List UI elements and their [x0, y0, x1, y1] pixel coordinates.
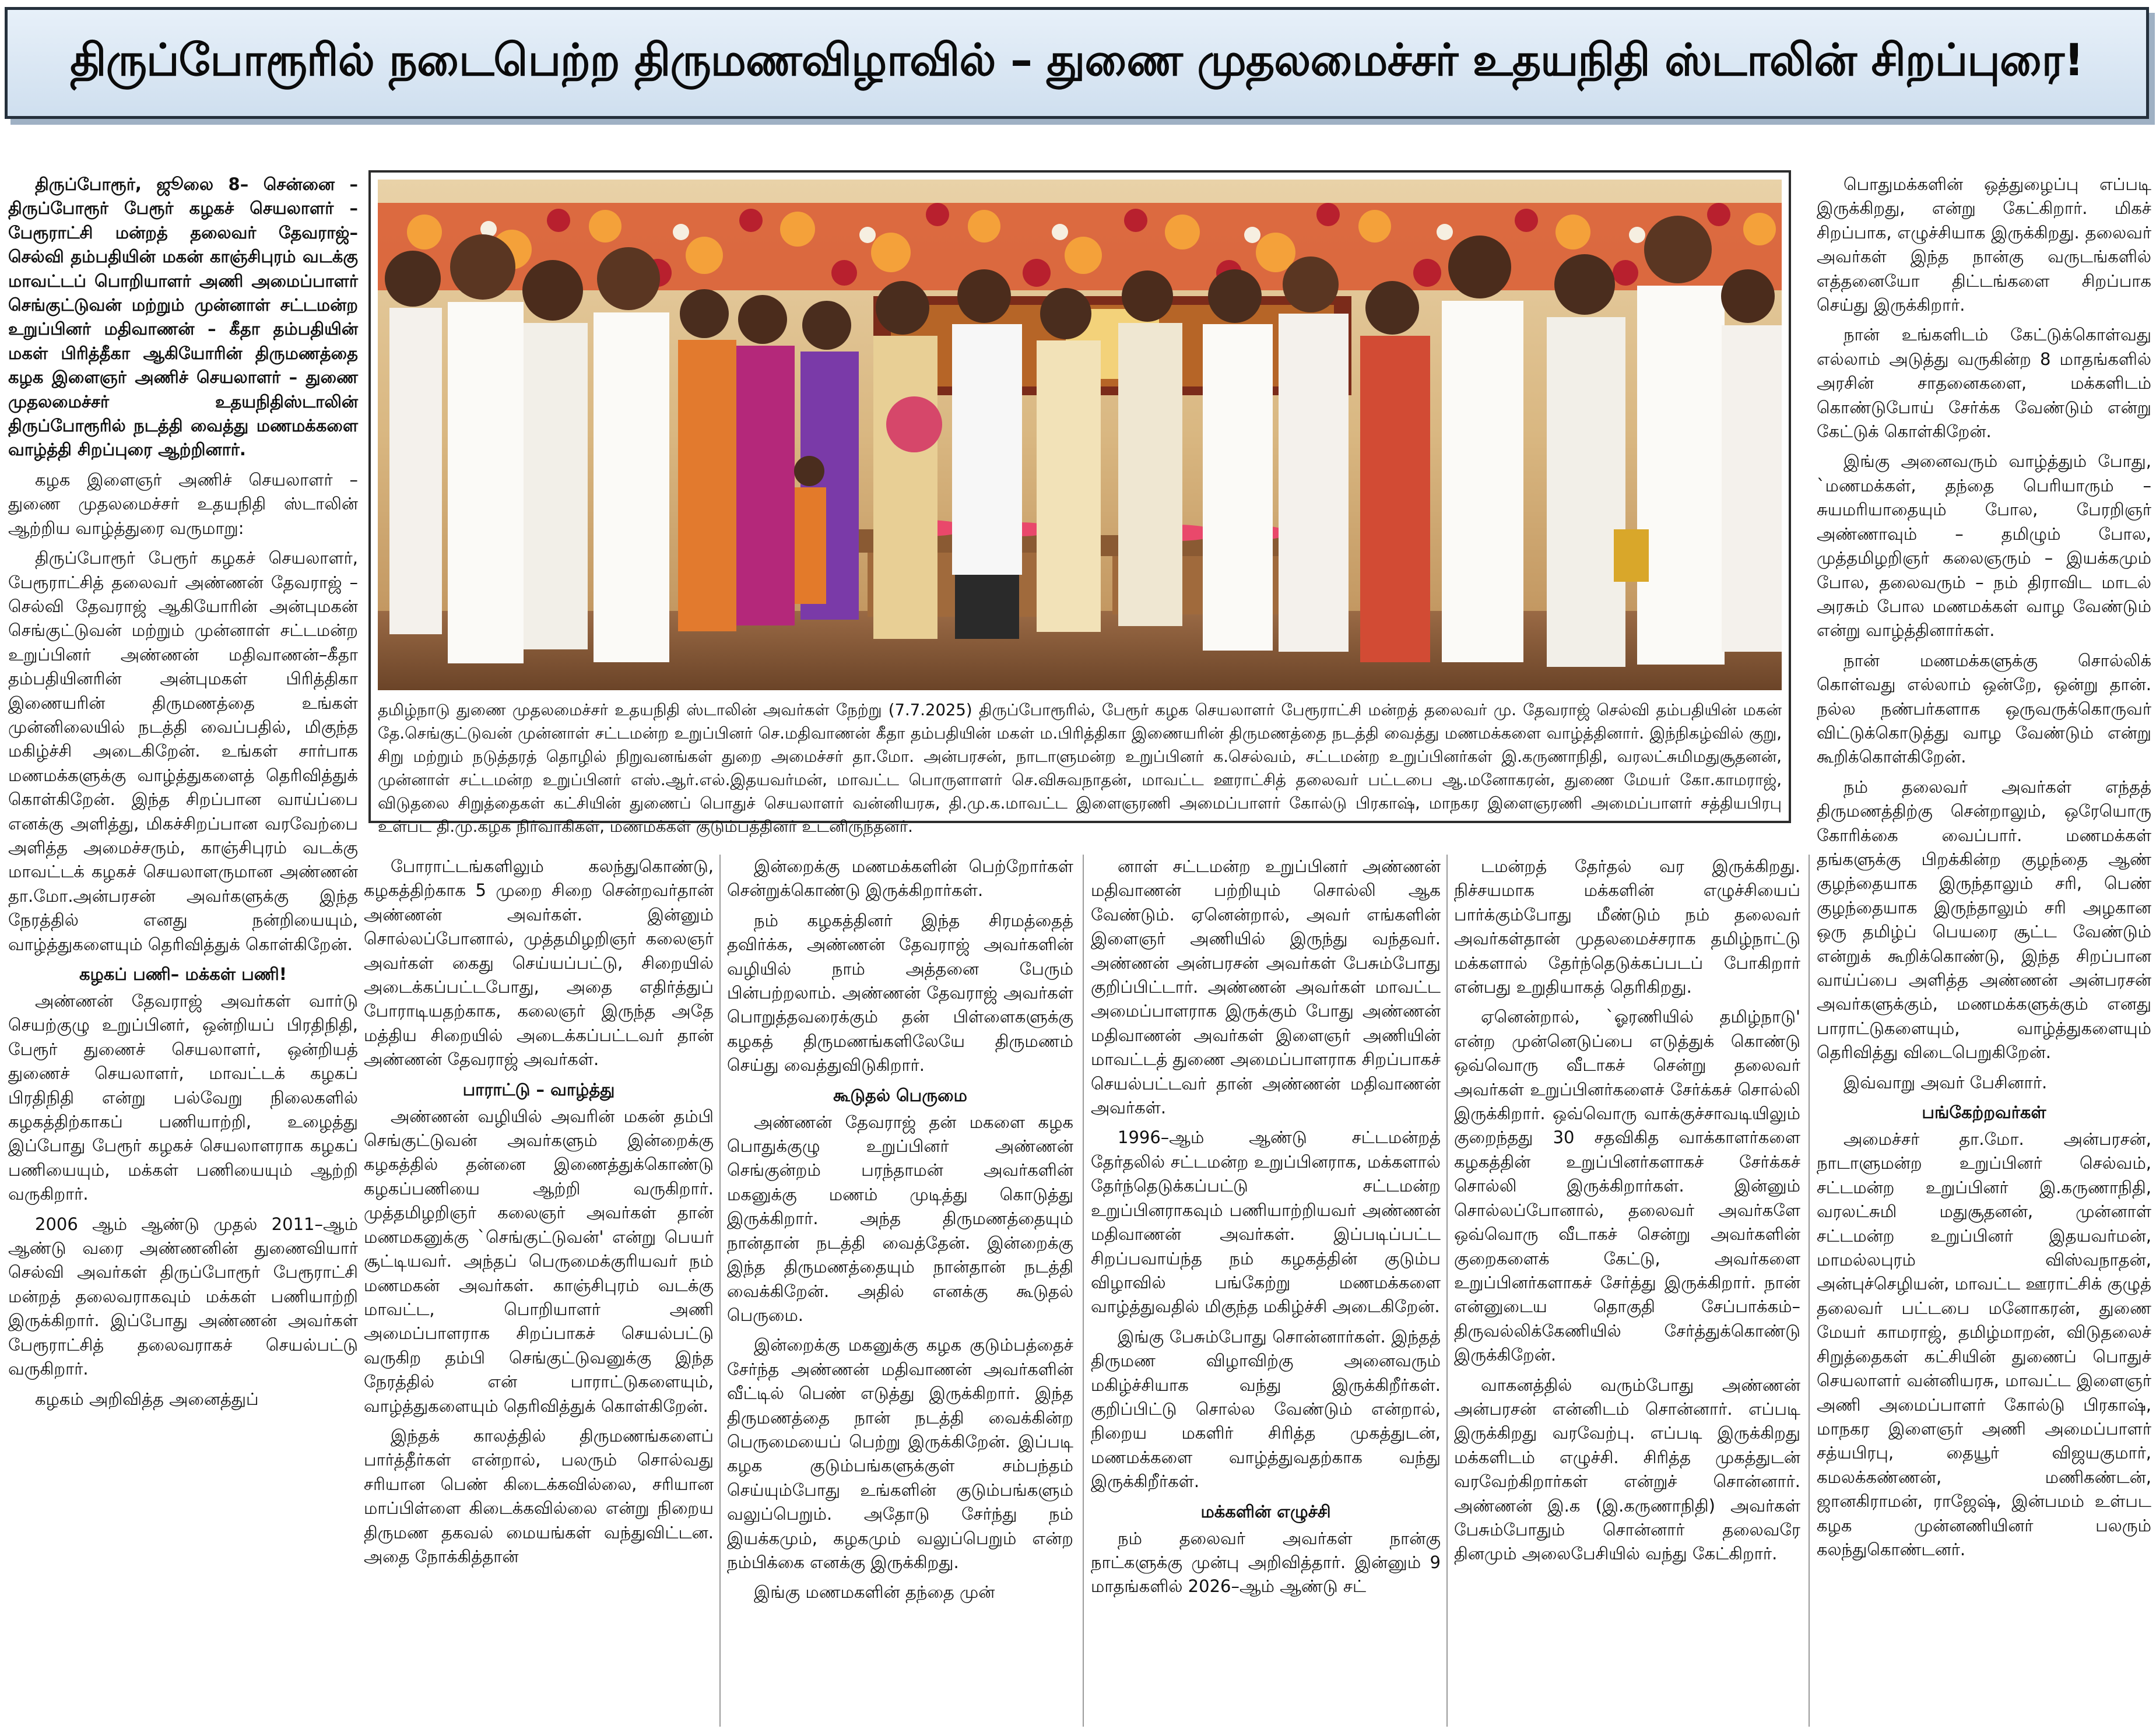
paragraph: நான் உங்களிடம் கேட்டுக்கொள்வது எல்லாம் அடுத்து வருகின்ற 8 மாதங்களில் அரசின் சாதனைகளை, மக்களிடம் கொண்டுபோய் சேர்க்க வேண்டும் என்று கேட்டுக் கொள்கிறேன்.: [1817, 325, 2151, 442]
subheading: மக்களின் எழுச்சி: [1200, 1501, 1331, 1521]
photo-caption: தமிழ்நாடு துணை முதலமைச்சர் உதயநிதி ஸ்டாலின் அவர்கள் நேற்று (7.7.2025) திருப்போரூரில், பேரூர் கழக செயலாளர் பேரூராட்சி மன்றத் தலைவர் மு. தேவராஜ் செல்வி தம்பதியின் மகன் தே.செங்குட்டுவன் முன்னாள் சட்டமன்ற உறுப்பினர் செ.மதிவாணன் கீதா தம்பதியின் மகள் ம.பிரித்திகா இணையரின் திருமணத்தை நடத்தி வைத்து மணமக்களை வாழ்த்தினார். இந்நிகழ்வில் குறு, சிறு மற்றும் நடுத்தரத் தொழில் நிறுவனங்கள் துறை அமைச்சர் தா.மோ. அன்பரசன், நாடாளுமன்ற உறுப்பினர் க.செல்வம், சட்டமன்ற உறுப்பினர்கள் இ.கருணாநிதி, வரலட்சுமிமதுசூதனன், முன்னாள் சட்டமன்ற உறுப்பினர் எஸ்.ஆர்.எல்.இதயவர்மன், மாவட்ட பொருளாளர் செ.விசுவநாதன், மாவட்ட ஊராட்சித் தலைவர் பட்டபை ஆ.மனோகரன், துணை மேயர் கோ.காமராஜ், விடுதலை சிறுத்தைகள் கட்சியின் துணைப் பொதுச் செயலாளர் வன்னியரசு, தி.மு.க.மாவட்ட இளைஞரணி அமைப்பாளர் கோல்டு பிரகாஷ், மாநகர இளைஞரணி அமைப்பாளர் சத்தியபிரபு உள்பட தி.மு.கழக நிர்வாகிகள், மணமக்கள் குடும்பத்தினர் உடனிருந்தனர்.: [378, 701, 1782, 836]
subheading: பாராட்டு – வாழ்த்து: [462, 1079, 615, 1099]
article-column-6: [1817, 173, 2151, 1723]
paragraph: வாகனத்தில் வரும்போது அண்ணன் அன்பரசன் என்னிடம் சொன்னார். எப்படி இருக்கிறது வரவேற்பு. எப்படி இருக்கிறது மக்களிடம் எழுச்சி. சிரித்த முகத்துடன் வரவேற்கிறார்கள் என்றுச் சொன்னார். அண்ணன் இ.க (இ.கருணாநிதி) அவர்கள் பேசும்போதும் சொன்னார் தலைவரே தினமும் அலைபேசியில் வந்து கேட்கிறார்.: [1454, 1375, 1800, 1564]
paragraph: இந்தக் காலத்தில் திருமணங்களைப் பார்த்தீர்கள் என்றால், பலரும் சொல்வது சரியான பெண் கிடைக்கவில்லை, சரியான மாப்பிள்ளை கிடைக்கவில்லை என்று நிறைய திருமண தகவல் மையங்கள் வந்துவிட்டன. அதை நோக்கித்தான்: [364, 1425, 714, 1566]
paragraph: நான் மணமக்களுக்கு சொல்லிக் கொள்வது எல்லாம் ஒன்றே, ஒன்று தான். நல்ல நண்பர்களாக ஒருவருக்கொருவர் விட்டுக்கொடுத்து வாழ வேண்டும் என்று கூறிக்கொள்கிறேன்.: [1817, 650, 2151, 767]
article-column-1: [8, 173, 358, 1723]
paragraph: அண்ணன் வழியில் அவரின் மகன் தம்பி செங்குட்டுவன் அவர்களும் இன்றைக்கு கழகத்தில் தன்னை இணைத்துக்கொண்டு கழகப்பணியை ஆற்றி வருகிறார். முத்தமிழறிஞர் கலைஞர் அவர்கள் தான் மணமகனுக்கு `செங்குட்டுவன்' என்று பெயர் சூட்டியவர். அந்தப் பெருமைக்குரியவர் நம் மணமகன் அவர்கள். காஞ்சிபுரம் வடக்கு மாவட்ட, பொறியாளர் அணி அமைப்பாளராக சிறப்பாகச் செயல்பட்டு வருகிற தம்பி செங்குட்டுவனுக்கு இந்த நேரத்தில் என் பாராட்டுகளையும், வாழ்த்துகளையும் தெரிவித்துக் கொள்கிறேன்.: [364, 1106, 714, 1416]
paragraph: டமன்றத் தேர்தல் வர இருக்கிறது. நிச்சயமாக மக்களின் எழுச்சியைப் பார்க்கும்போது மீண்டும் நம் தலைவர் அவர்கள்தான் முதலமைச்சராக தமிழ்நாட்டு மக்களால் தேர்ந்தெடுக்கப்படப் போகிறார் என்பது உறுதியாகத் தெரிகிறது.: [1454, 856, 1800, 997]
subheading: பங்கேற்றவர்கள்: [1922, 1102, 2046, 1123]
paragraph: னாள் சட்டமன்ற உறுப்பினர் அண்ணன் மதிவாணன் பற்றியும் சொல்லி ஆக வேண்டும். ஏனென்றால், அவர் எங்களின் இளைஞர் அணியில் இருந்து வந்தவர். அண்ணன் அன்பரசன் அவர்கள் பேசும்போது குறிப்பிட்டார். அண்ணன் அவர்கள் மாவட்ட அமைப்பாளராக இருக்கும் போது அண்ணன் மதிவாணன் அவர்கள் இளைஞர் அணியின் மாவட்டத் துணை அமைப்பாளராக சிறப்பாகச் செயல்பட்டவர் தான் அண்ணன் மதிவாணன் அவர்கள்.: [1091, 856, 1441, 1118]
paragraph: பொதுமக்களின் ஒத்துழைப்பு எப்படி இருக்கிறது, என்று கேட்கிறார். மிகச் சிறப்பாக, எழுச்சியாக இருக்கிறது. தலைவர் அவர்கள் இந்த நான்கு வருடங்களில் எத்தனையோ திட்டங்களை சிறப்பாக செய்து இருக்கிறார்.: [1817, 174, 2151, 315]
paragraph: இன்றைக்கு மகனுக்கு கழக குடும்பத்தைச் சேர்ந்த அண்ணன் மதிவாணன் அவர்களின் வீட்டில் பெண் எடுத்து இருக்கிறார். இந்த திருமணத்தை நான் நடத்தி வைக்கின்ற பெருமையைப் பெற்று இருக்கிறேன். இப்படி கழக குடும்பங்களுக்குள் சம்பந்தம் செய்யும்போது உங்களின் குடும்பங்களும் வலுப்பெறும். அதோடு சேர்ந்து நம் இயக்கமும், கழகமும் வலுப்பெறும் என்ற நம்பிக்கை எனக்கு இருக்கிறது.: [727, 1335, 1073, 1572]
paragraph: கழகம் அறிவித்த அனைத்துப்: [35, 1389, 259, 1409]
article-column-4: [1091, 855, 1441, 1727]
paragraph: இங்கு பேசும்போது சொன்னார்கள். இந்தத் திருமண விழாவிற்கு அனைவரும் மகிழ்ச்சியாக வந்து இருக்கிறீர்கள். குறிப்பிட்டு சொல்ல வேண்டும் என்றால், நிறைய மகளிர் சிரித்த முகத்துடன், மணமக்களை வாழ்த்துவதற்காக வந்து இருக்கிறீர்கள்.: [1091, 1326, 1441, 1492]
article-column-3: [727, 855, 1073, 1727]
headline: திருப்போரூரில் நடைபெற்ற திருமணவிழாவில் – துணை முதலமைச்சர் உதயநிதி ஸ்டாலின் சிறப்புரை!: [70, 34, 2084, 86]
paragraph: அண்ணன் தேவராஜ் தன் மகளை கழக பொதுக்குழு உறுப்பினர் அண்ணன் செங்குன்றம் பரந்தாமன் அவர்களின் மகனுக்கு மணம் முடித்து கொடுத்து இருக்கிறார். அந்த திருமணத்தையும் நான்தான் நடத்தி வைத்தேன். இன்றைக்கு இந்த திருமணத்தையும் நான்தான் நடத்தி வைக்கிறேன். அதில் எனக்கு கூடுதல் பெருமை.: [727, 1112, 1073, 1325]
paragraph: இங்கு மணமகளின் தந்தை முன்: [754, 1582, 995, 1603]
paragraph: இன்றைக்கு மணமக்களின் பெற்றோர்கள் சென்றுக்கொண்டு இருக்கிறார்கள்.: [727, 856, 1073, 901]
headline-banner: [5, 7, 2149, 119]
article-column-5: [1454, 855, 1800, 1727]
paragraph: அண்ணன் தேவராஜ் அவர்கள் வார்டு செயற்குழு உறுப்பினர், ஒன்றியப் பிரதிநிதி, பேரூர் துணைச் செயலாளர், ஒன்றியத் துணைச் செயலாளர், மாவட்டக் கழகப் பிரதிநிதி என்று பல்வேறு நிலைகளில் கழகத்திற்காகப் பணியாற்றி, உழைத்து இப்போது பேரூர் கழகச் செயலாளராக கழகப் பணியையும், மக்கள் பணியையும் ஆற்றி வருகிறார்.: [8, 991, 358, 1204]
paragraph: 2006 ஆம் ஆண்டு முதல் 2011–ஆம் ஆண்டு வரை அண்ணனின் துணைவியார் செல்வி அவர்கள் திருப்போரூர் பேரூராட்சி மன்றத் தலைவராகவும் மக்கள் பணியாற்றி இருக்கிறார். இப்போது அண்ணன் அவர்கள் பேரூராட்சித் தலைவராகச் செயல்பட்டு வருகிறார்.: [8, 1214, 358, 1379]
paragraph: ஏனென்றால், `ஓரணியில் தமிழ்நாடு' என்ற முன்னெடுப்பை எடுத்துக் கொண்டு ஒவ்வொரு வீடாகச் சென்று தலைவர் அவர்கள் உறுப்பினர்களைச் சேர்க்கச் சொல்லி இருக்கிறார். ஒவ்வொரு வாக்குச்சாவடியிலும் குறைந்தது 30 சதவிகித வாக்காளர்களை கழகத்தின் உறுப்பினர்களாகச் சேர்க்கச் சொல்லி இருக்கிறார்கள். இன்னும் சொல்லப்போனால், தலைவர் அவர்களே ஒவ்வொரு வீடாகச் சென்று அவர்களின் குறைகளைக் கேட்டு, அவர்களை உறுப்பினர்களாகச் சேர்த்து இருக்கிறார். நான் என்னுடைய தொகுதி சேப்பாக்கம்–திருவல்லிக்கேணியில் சேர்த்துக்கொண்டு இருக்கிறேன்.: [1454, 1007, 1800, 1365]
paragraph: போராட்டங்களிலும் கலந்துகொண்டு, கழகத்திற்காக 5 முறை சிறை சென்றவர்தான் அண்ணன் அவர்கள். இன்னும் சொல்லப்போனால், முத்தமிழறிஞர் கலைஞர் அவர்கள் கைது செய்யப்பட்டு, சிறையில் அடைக்கப்பட்டபோது, அதை எதிர்த்துப் போராடியதற்காக, கலைஞர் இருந்த அதே மத்திய சிறையில் அடைக்கப்பட்டவர் தான் அண்ணன் தேவராஜ் அவர்கள்.: [364, 856, 714, 1070]
photo-frame: [368, 170, 1791, 836]
column-rule: [1446, 855, 1448, 1727]
column-rule: [1083, 855, 1084, 1727]
paragraph: திருப்போரூர், ஜூலை 8– சென்னை – திருப்போரூர் பேரூர் கழகச் செயலாளர் – பேரூராட்சி மன்றத் தலைவர் தேவராஜ்–செல்வி தம்பதியின் மகன் காஞ்சிபுரம் வடக்கு மாவட்டப் பொறியாளர் அணி அமைப்பாளர் செங்குட்டுவன் மற்றும் முன்னாள் சட்டமன்ற உறுப்பினர் மதிவாணன் – கீதா தம்பதியின் மகள் பிரித்தீகா ஆகியோரின் திருமணத்தை கழக இளைஞர் அணிச் செயலாளர் – துணை முதலமைச்சர் உதயநிதிஸ்டாலின் திருப்போரூரில் நடத்தி வைத்து மணமக்களை வாழ்த்தி சிறப்புரை ஆற்றினார்.: [8, 174, 358, 460]
paragraph: நம் கழகத்தினர் இந்த சிரமத்தைத் தவிர்க்க, அண்ணன் தேவராஜ் அவர்களின் வழியில் நாம் அத்தனை பேரும் பின்பற்றலாம். அண்ணன் தேவராஜ் அவர்கள் பொறுத்தவரைக்கும் தன் பிள்ளைகளுக்கு கழகத் திருமணங்களிலேயே திருமணம் செய்து வைத்துவிடுகிறார்.: [727, 910, 1073, 1076]
subheading: கூடுதல் பெருமை: [833, 1085, 967, 1105]
column-rule: [719, 855, 721, 1727]
paragraph: 1996–ஆம் ஆண்டு சட்டமன்றத் தேர்தலில் சட்டமன்ற உறுப்பினராக, மக்களால் தேர்ந்தெடுக்கப்பட்டு சட்டமன்ற உறுப்பினராகவும் பணியாற்றியவர் அண்ணன் மதிவாணன் அவர்கள். இப்படிப்பட்ட சிறப்பவாய்ந்த நம் கழகத்தின் குடும்ப விழாவில் பங்கேற்று மணமக்களை வாழ்த்துவதில் மிகுந்த மகிழ்ச்சி அடைகிறேன்.: [1091, 1127, 1441, 1317]
paragraph: இங்கு அனைவரும் வாழ்த்தும் போது, `மணமக்கள், தந்தை பெரியாரும் – சுயமரியாதையும் போல, பேரறிஞர் அண்ணாவும் – தமிழும் போல, முத்தமிழறிஞர் கலைஞரும் – இயக்கமும் போல, தலைவரும் – நம் திராவிட மாடல் அரசும் போல மணமக்கள் வாழ வேண்டும் என்று வாழ்த்தினார்கள்.: [1817, 451, 2151, 641]
article-column-2: [364, 855, 714, 1727]
paragraph: நம் தலைவர் அவர்கள் எந்தத் திருமணத்திற்கு சென்றாலும், ஒரேயொரு கோரிக்கை வைப்பார். மணமக்கள் தங்களுக்கு பிறக்கின்ற குழந்தை ஆண் குழந்தையாக இருந்தாலும் சரி, பெண் குழந்தையாக இருந்தாலும் சரி அழகான ஒரு தமிழ்ப் பெயரை சூட்ட வேண்டும் என்றுக் கூறிக்கொண்டு, இந்த சிறப்பான வாய்ப்பை அளித்த அண்ணன் அன்பரசன் அவர்களுக்கும், மணமக்களுக்கும் எனது பாராட்டுகளையும், வாழ்த்துகளையும் தெரிவித்து விடைபெறுகிறேன்.: [1817, 776, 2151, 1063]
paragraph: திருப்போரூர் பேரூர் கழகச் செயலாளர், பேரூராட்சித் தலைவர் அண்ணன் தேவராஜ் – செல்வி தேவராஜ் ஆகியோரின் அன்புமகன் செங்குட்டுவன் மற்றும் முன்னாள் சட்டமன்ற உறுப்பினர் அண்ணன் மதிவாணன்–கீதா தம்பதியினரின் அன்புமகள் பிரித்திகா இணையரின் திருமணத்தை உங்கள் முன்னிலையில் நடத்தி வைப்பதில், மிகுந்த மகிழ்ச்சி அடைகிறேன். உங்கள் சார்பாக மணமக்களுக்கு வாழ்த்துகளைத் தெரிவித்துக் கொள்கிறேன். இந்த சிறப்பான வாய்ப்பை எனக்கு அளித்து, மிகச்சிறப்பான வரவேற்பை அளித்த அமைச்சரும், காஞ்சிபுரம் வடக்கு மாவட்டக் கழகச் செயலாளருமான அண்ணன் தா.மோ.அன்பரசன் அவர்களுக்கு இந்த நேரத்தில் எனது நன்றியையும், வாழ்த்துகளையும் தெரிவித்துக் கொள்கிறேன்.: [8, 548, 358, 954]
paragraph: இவ்வாறு அவர் பேசினார்.: [1844, 1072, 2048, 1092]
wedding-photo: [378, 180, 1782, 690]
paragraph: அமைச்சர் தா.மோ. அன்பரசன், நாடாளுமன்ற உறுப்பினர் செல்வம், சட்டமன்ற உறுப்பினர் இ.கருணாநிதி, வரலட்சுமி மதுசூதனன், முன்னாள் சட்டமன்ற உறுப்பினர் இதயவர்மன், மாமல்லபுரம் விஸ்வநாதன், அன்புச்செழியன், மாவட்ட ஊராட்சிக் குழுத் தலைவர் பட்டபை மனோகரன், துணை மேயர் காமராஜ், தமிழ்மாறன், விடுதலைச் சிறுத்தைகள் கட்சியின் துணைப் பொதுச் செயலாளர் வன்னியரசு, மாவட்ட இளைஞர் அணி அமைப்பாளர் கோல்டு பிரகாஷ், மாநகர இளைஞர் அணி அமைப்பாளர் சத்யபிரபு, தையூர் விஜயகுமார், கமலக்கண்ணன், மணிகண்டன், ஜானகிராமன், ராஜேஷ், இன்பமம் உள்பட கழக முன்னணியினர் பலரும் கலந்துகொண்டனர்.: [1817, 1129, 2151, 1559]
subheading: கழகப் பணி– மக்கள் பணி!: [79, 964, 287, 984]
column-rule: [1809, 855, 1810, 1727]
paragraph: கழக இளைஞர் அணிச் செயலாளர் – துணை முதலமைச்சர் உதயநிதி ஸ்டாலின் ஆற்றிய வாழ்த்துரை வருமாறு:: [8, 469, 358, 538]
paragraph: நம் தலைவர் அவர்கள் நான்கு நாட்களுக்கு முன்பு அறிவித்தார். இன்னும் 9 மாதங்களில் 2026–ஆம் ஆண்டு சட்: [1091, 1528, 1441, 1597]
